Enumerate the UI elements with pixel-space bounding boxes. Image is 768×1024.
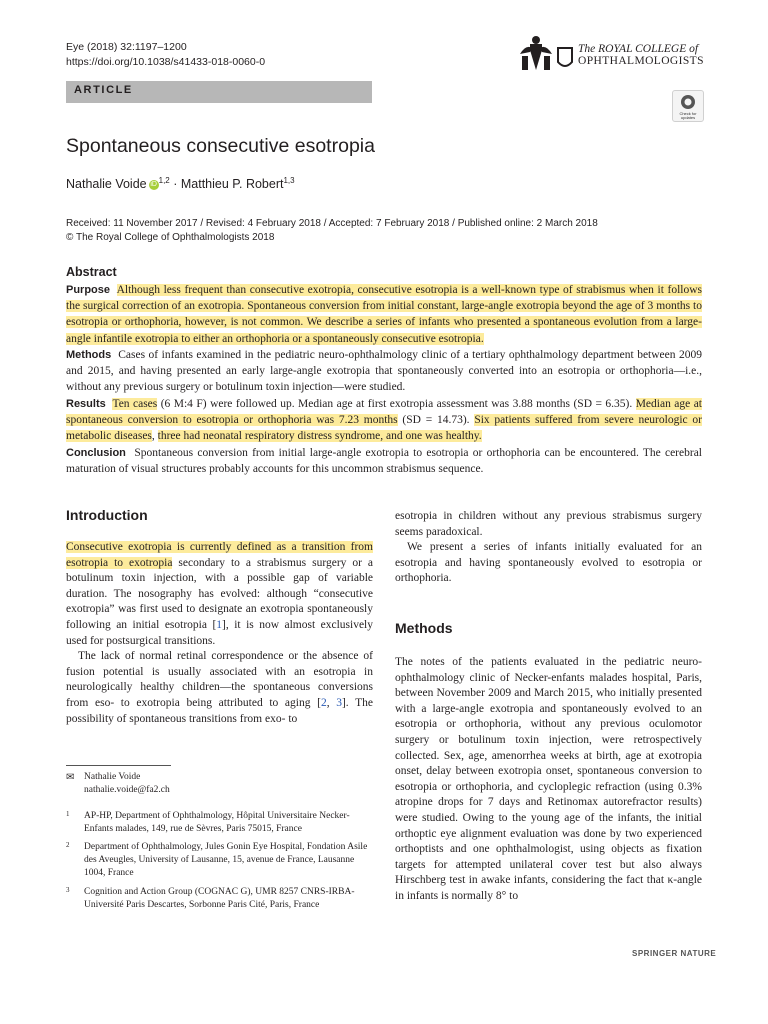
college-crest-icon [518, 34, 578, 74]
abstract-heading: Abstract [66, 265, 117, 279]
correspondence-name: Nathalie Voide [84, 772, 141, 782]
affiliation [66, 810, 373, 836]
results-text: (SD = 14.73). [397, 414, 475, 427]
affiliation-number: 1 [66, 810, 70, 818]
correspondence [66, 771, 373, 797]
conclusion-label: Conclusion [66, 447, 126, 459]
conclusion-text: Spontaneous conversion from initial large-angle exotropia to esotropia or orthophoria can be encountered. The cerebral maturation of visual structures probably accounts for this uncommon strabismus sequence. [66, 447, 702, 476]
author-affiliation: 1,2 [158, 176, 170, 185]
author-name[interactable]: Nathalie Voide [66, 177, 147, 192]
methods-body [395, 655, 702, 905]
intro-highlight: Consecutive exotropia is currently defined as a transition from esotropia to exotropia [66, 541, 373, 569]
methods-label: Methods [66, 349, 112, 361]
citation [66, 40, 265, 70]
affiliation-text: Cognition and Action Group (COGNAC G), UMR 8257 CNRS-IRBA-Université Paris Descartes, Sorbonne Paris Cité, Paris, France [84, 887, 355, 910]
results-text: (6 M:4 F) were followed up. Median age at first exotropia assessment was 3.88 months (SD = 6.35). [157, 398, 636, 410]
author-list [66, 176, 295, 191]
footnote-divider [66, 765, 171, 766]
author-separator: · [169, 177, 181, 192]
introduction-heading: Introduction [66, 507, 148, 523]
paragraph [66, 540, 373, 649]
correspondence-email[interactable]: nathalie.voide@fa2.ch [84, 785, 170, 795]
results-highlight: Median age at spontaneous conversion to esotropia or orthophoria was 7.23 months [66, 398, 702, 427]
paragraph: The notes of the patients evaluated in the pediatric neuro-ophthalmology clinic of Necker-enfants malades hospital, Paris, between November 2009 and March 2015, who initially presented with a large-angle exotropia and spontaneously evolved to an esotropia or orthophoria, without any previous oculomotor surgery or botulinum toxin injection, were retrospectively collected. Sex, age, amenorrhea weeks at birth, age at exotropia onset, delay between exotropia onset, spontaneous conversion to esotropia or orthophoria, and cycloplegic refraction (using 0.3% atropine drops for 7 days and Retinomax autorefractor results) were studied. Owing to the young age of the infants, the initial orthoptic eye alignment evaluation was done by two experienced orthoptists and one ophthalmologist, using objects as fixation targets for attempted unilateral cover test but also always Hirschberg test in awake infants, considering the fact that κ-angle in infants is normally 8° to [395, 656, 702, 902]
introduction-continued [395, 509, 702, 587]
citation-doi[interactable]: https://doi.org/10.1038/s41433-018-0060-0 [66, 56, 266, 68]
college-name-line2: OPHTHALMOLOGISTS [578, 55, 704, 67]
author-affiliation: 1,3 [283, 176, 295, 185]
abstract-conclusion [66, 445, 702, 477]
introduction-body [66, 540, 373, 727]
abstract-purpose [66, 282, 702, 347]
affiliation-text: Department of Ophthalmology, Jules Gonin Eye Hospital, Fondation Asile des Aveugles, University of Lausanne, 15, avenue de France, Lausanne 1004, France [84, 842, 368, 878]
reference-link[interactable]: 2 [320, 696, 327, 709]
abstract-results [66, 396, 702, 445]
reference-link[interactable]: 3 [336, 696, 342, 709]
paragraph [66, 649, 373, 727]
copyright: © The Royal College of Ophthalmologists 2018 [66, 232, 275, 243]
affiliation-number: 2 [66, 841, 70, 849]
results-text: , [151, 430, 158, 443]
affiliation-number: 3 [66, 886, 70, 894]
college-name [578, 43, 704, 67]
page-title: Spontaneous consecutive esotropia [66, 135, 375, 157]
abstract-methods [66, 347, 702, 396]
results-highlight: three had neonatal respiratory distress syndrome, and one was healthy. [157, 430, 482, 443]
methods-heading: Methods [395, 620, 453, 636]
refresh-icon [673, 91, 703, 113]
orcid-icon[interactable]: iD [150, 180, 157, 188]
envelope-icon: ✉ [66, 772, 75, 783]
reference-link[interactable]: 1 [216, 618, 223, 631]
check-updates-label: Check for updates [679, 111, 697, 120]
paragraph: We present a series of infants initially evaluated for an esotropia and having spontaneously evolved to esotropia or orthophoria. [395, 541, 702, 585]
paragraph-text: , [326, 696, 337, 709]
paragraph-text: ]. The possibility of spontaneous transitions from exo- to [66, 696, 373, 725]
publisher-logo: SPRINGER NATURE [632, 949, 717, 958]
citation-journal: Eye (2018) 32:1197–1200 [66, 41, 187, 53]
author-name[interactable]: Matthieu P. Robert [180, 177, 284, 192]
purpose-label: Purpose [66, 284, 111, 296]
article-type-label: ARTICLE [74, 84, 133, 96]
paragraph-text: ], it is now almost exclusively used for postsurgical transitions. [66, 618, 374, 647]
publication-dates [66, 217, 598, 245]
paragraph: esotropia in children without any previous strabismus surgery seems paradoxical. [395, 510, 702, 538]
results-highlight: Six patients suffered from severe neurologic or metabolic diseases [66, 414, 702, 443]
paragraph-text: secondary to a strabismus surgery or a botulinum toxin injection, with a possible gap of variable duration. The nosography has evolved: although “consecutive exotropia” was first used to designate an exotropia spontaneously following an initial esotropia [ [66, 556, 374, 631]
affiliation-text: AP-HP, Department of Ophthalmology, Hôpital Universitaire Necker-Enfants malades, 149, rue de Sèvres, Paris 75015, France [84, 811, 350, 834]
results-highlight: Ten cases [112, 398, 158, 410]
paragraph-text: The lack of normal retinal correspondence or the absence of fusion potential is usually associated with an esotropia in neurologically healthy children—the spontaneous conversions from eso- to exotropia being attributed to aging [ [66, 650, 373, 709]
affiliation [66, 841, 373, 880]
purpose-text: Although less frequent than consecutive exotropia, consecutive esotropia is a well-known type of strabismus when it follows the surgical correction of an exotropia. Spontaneous conversion from initial constant, large-angle exotropia beyond the age of 3 months to esotropia or orthophoria, however, is not common. We describe a series of infants who presented a spontaneous evolution from a large-angle infantile exotropia to either an orthophoria or a spontaneously consecutive esotropia. [66, 284, 702, 345]
history-dates: Received: 11 November 2017 / Revised: 4 February 2018 / Accepted: 7 February 2018 / Published online: 2 March 2018 [66, 218, 598, 229]
affiliation [66, 886, 373, 912]
results-label: Results [66, 398, 106, 410]
college-name-line1: The ROYAL COLLEGE of [578, 43, 699, 55]
methods-text: Cases of infants examined in the pediatric neuro-ophthalmology clinic of a tertiary ophthalmology department between 2009 and 2015, and having presented an early large-angle exotropia that spontaneously converted into an esotropia or orthophoria—i.e., without any previous surgery or botulinum toxin injection—were studied. [66, 349, 703, 394]
